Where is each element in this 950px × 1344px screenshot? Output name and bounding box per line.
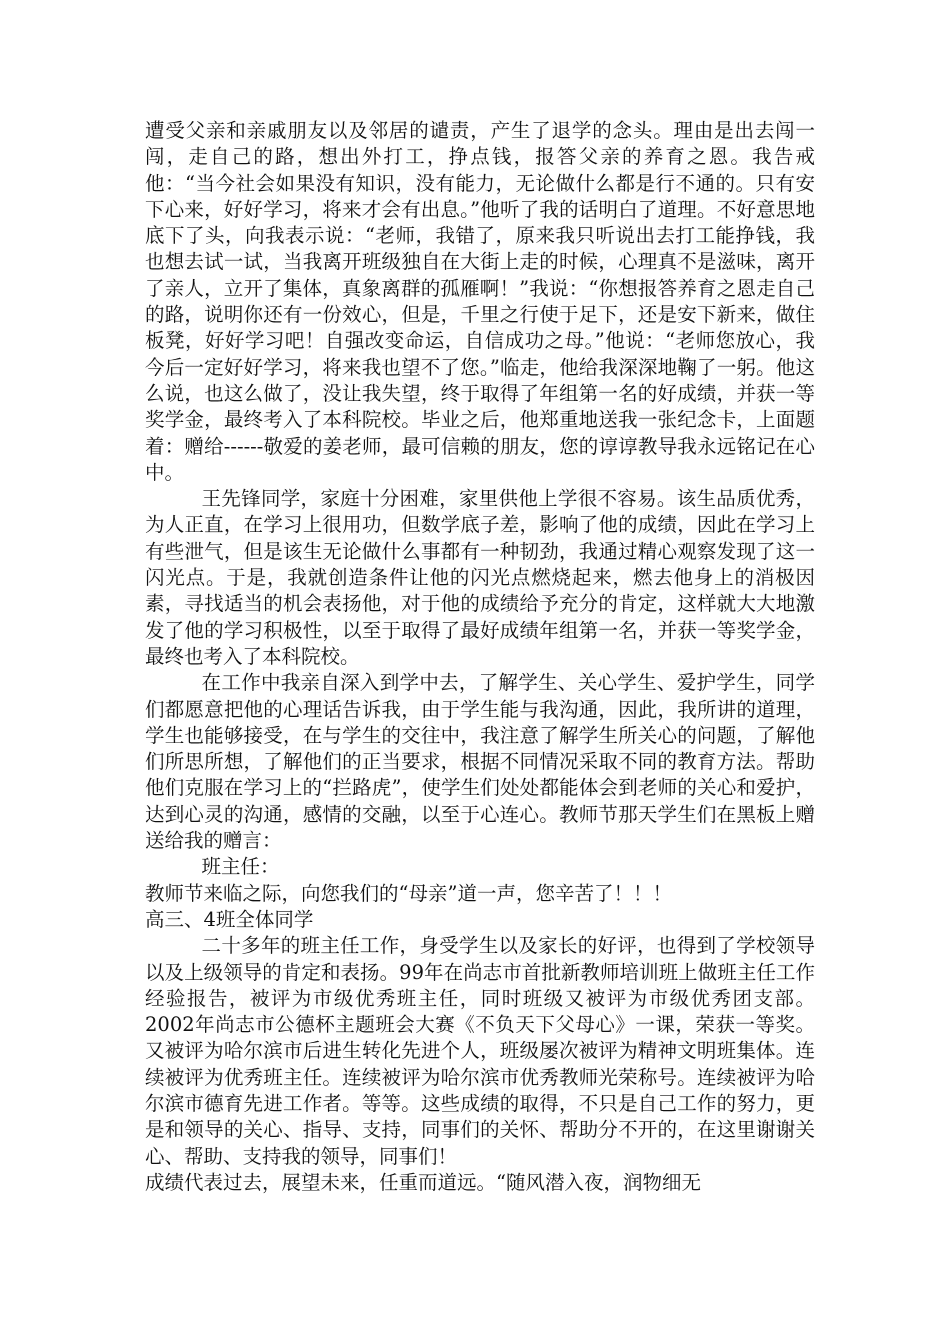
message-signature: 高三、4班全体同学: [145, 907, 314, 931]
message-body: 教师节来临之际，向您我们的“母亲”道一声，您辛苦了！！！: [145, 881, 672, 905]
paragraph-work-approach: 在工作中我亲自深入到学中去，了解学生、关心学生、爱护学生，同学们都愿意把他的心理话告诉我，由于学生能与我沟通，因此，我所讲的道理，学生也能够接受，在与学生的交往中，我注意了解学生所关心的问题，了解他们所思所想，了解他们的正当要求，根据不同情况采取不同的教育方法。帮助他们克服在学习上的“拦路虎”，使学生们处处都能体会到老师的关心和爱护，达到心灵的沟通，感情的交融，以至于心连心。教师节那天学生们在黑板上赠送给我的赠言：: [145, 671, 815, 853]
paragraph-student-dropout-story: 遭受父亲和亲戚朋友以及邻居的谴责，产生了退学的念头。理由是出去闯一闯，走自己的路，想出外打工，挣点钱，报答父亲的养育之恩。我告戒他：“当今社会如果没有知识，没有能力，无论做什么都是行不通的。只有安下心来，好好学习，将来才会有出息。”他听了我的话明白了道理。不好意思地底下了头，向我表示说：“老师，我错了，原来我只听说出去打工能挣钱，我也想去试一试，当我离开班级独自在大街上走的时候，心理真不是滋味，离开了亲人，立开了集体，真象离群的孤雁啊！”我说：“你想报答养育之恩走自己的路，说明你还有一份效心，但是，千里之行使于足下，还是安下新来，做住板凳，好好学习吧！自强改变命运，自信成功之母。”他说：“老师您放心，我今后一定好好学习，将来我也望不了您。”临走，他给我深深地鞠了一躬。他这么说，也这么做了，没让我失望，终于取得了年组第一名的好成绩，并获一等奖学金，最终考入了本科院校。毕业之后，他郑重地送我一张纪念卡，上面题着：赠给------敬爱的姜老师，最可信赖的朋友，您的谆谆教导我永远铭记在心中。: [145, 119, 815, 484]
paragraph-wang-xianfeng: 王先锋同学，家庭十分困难，家里供他上学很不容易。该生品质优秀，为人正直，在学习上很用功，但数学底子差，影响了他的成绩，因此在学习上有些泄气，但是该生无论做什么事都有一种韧劲，我通过精心观察发现了这一闪光点。于是，我就创造条件让他的闪光点燃烧起来，燃去他身上的消极因素，寻找适当的机会表扬他，对于他的成绩给予充分的肯定，这样就大大地激发了他的学习积极性，以至于取得了最好成绩年组第一名，并获一等奖学金，最终也考入了本科院校。: [145, 487, 815, 668]
message-salutation: 班主任：: [201, 855, 280, 879]
document-body: [145, 118, 815, 1196]
paragraph-achievements: 二十多年的班主任工作，身受学生以及家长的好评，也得到了学校领导以及上级领导的肯定和表扬。99年在尚志市首批新教师培训班上做班主任工作经验报告，被评为市级优秀班主任，同时班级又被评为市级优秀团支部。2002年尚志市公德杯主题班会大赛《不负天下父母心》一课，荣获一等奖。又被评为哈尔滨市后进生转化先进个人，班级屡次被评为精神文明班集体。连续被评为优秀班主任。连续被评为哈尔滨市优秀教师光荣称号。连续被评为哈尔滨市德育先进工作者。等等。这些成绩的取得，不只是自己工作的努力，更是和领导的关心、指导、支持，同事们的关怀、帮助分不开的，在这里谢谢关心、帮助、支持我的领导，同事们！: [145, 934, 815, 1168]
paragraph-closing: 成绩代表过去，展望未来，任重而道远。“随风潜入夜，润物细无: [145, 1170, 701, 1194]
